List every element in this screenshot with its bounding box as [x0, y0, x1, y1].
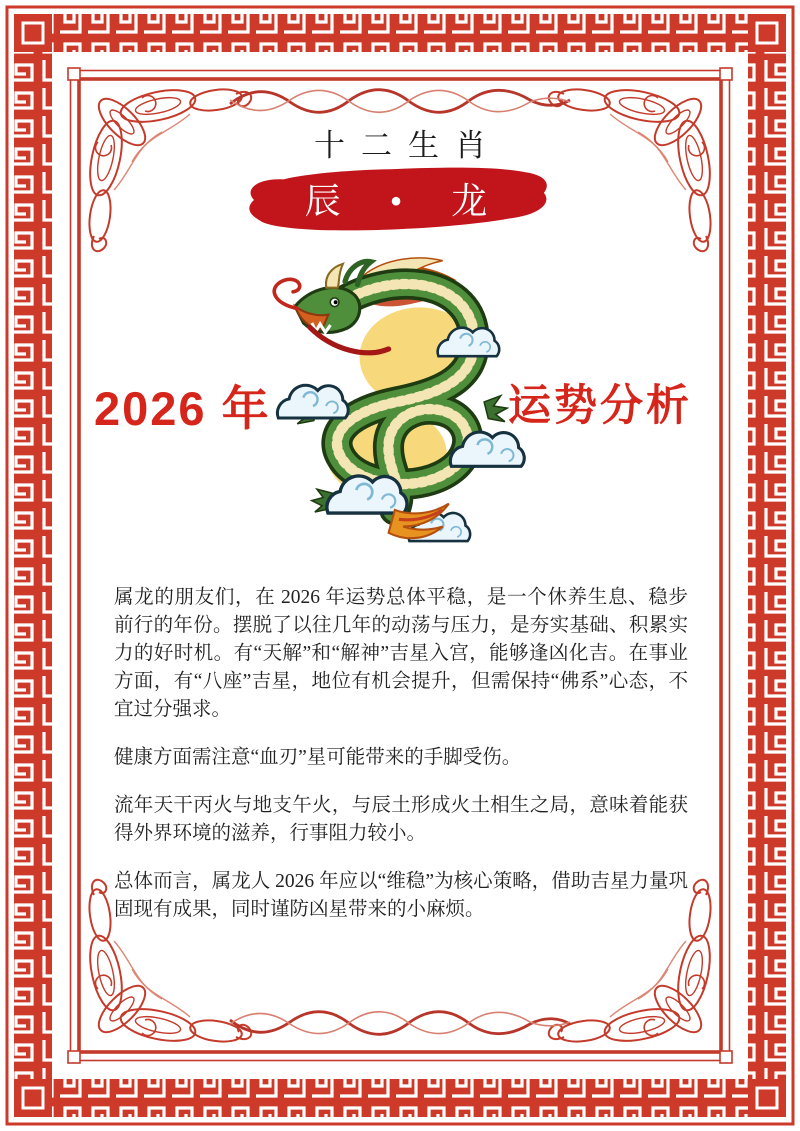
fortune-paragraph-elements: 流年天干丙火与地支午火，与辰土形成火土相生之局，意味着能获得外界环境的滋养，行事阻力较小。: [114, 795, 688, 844]
fortune-paragraph-overview: 属龙的朋友们，在 2026 年运势总体平稳，是一个休养生息、稳步前行的年份。摆脱了以往几年的动荡与压力，是夯实基础、积累实力的好时机。有“天解”和“解神”吉星入宫，能够逢凶化吉。在事业方面，有“八座”吉星，地位有机会提升，但需保持“佛系”心态，不宜过分强求。: [114, 587, 688, 720]
zodiac-sign-label: 辰 • 龙: [304, 181, 508, 221]
fortune-paragraph-health: 健康方面需注意“血刃”星可能带来的手脚受伤。: [114, 747, 522, 768]
zodiac-banner: [238, 166, 554, 234]
analysis-label: 运势分析: [508, 383, 692, 430]
ribbon-ornament-top: [230, 90, 570, 113]
year-label: 2026 年: [94, 382, 271, 435]
fortune-text: [114, 584, 688, 944]
dragon-illustration: [264, 248, 534, 560]
series-title: 十二生肖: [314, 128, 502, 163]
ribbon-ornament-bottom: [230, 1012, 570, 1035]
fortune-paragraph-summary: 总体而言，属龙人 2026 年应以“维稳”为核心策略，借助吉星力量巩固现有成果，同时谨防凶星带来的小麻烦。: [114, 871, 688, 920]
